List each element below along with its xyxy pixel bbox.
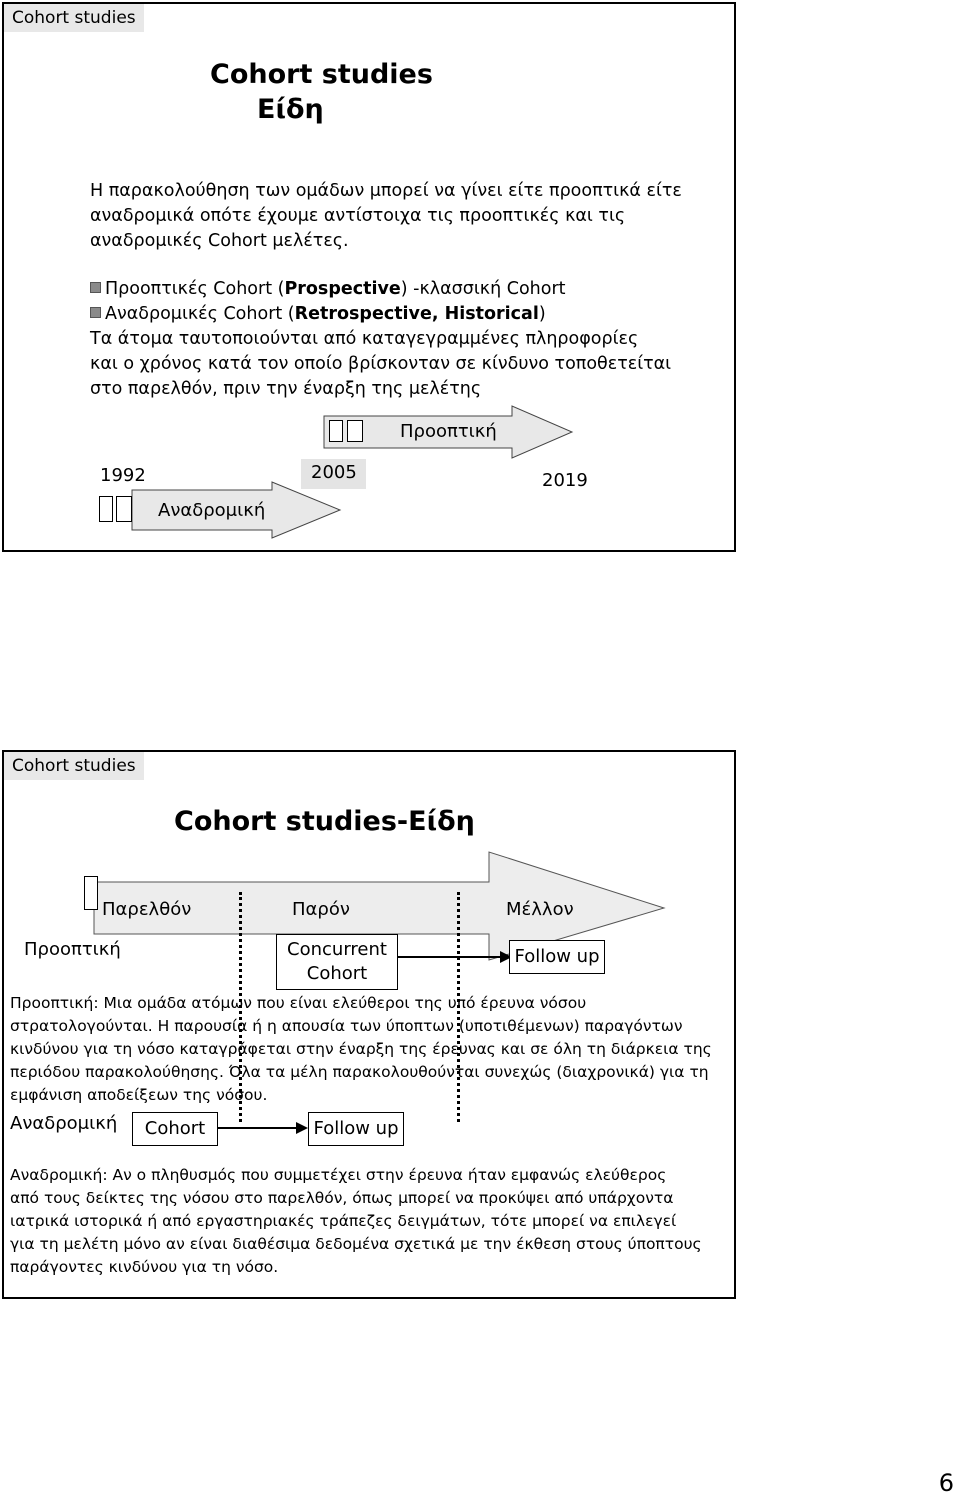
retrospective-row-label: Αναδρομική xyxy=(10,1113,118,1134)
retrospective-label: Αναδρομική xyxy=(158,500,266,521)
intro-line-3: αναδρομικές Cohort μελέτες. xyxy=(90,231,349,251)
slide-2-title: Cohort studies-Είδη xyxy=(174,806,475,837)
slide-1-title-line-1: Cohort studies xyxy=(210,59,433,90)
year-2005: 2005 xyxy=(311,462,357,483)
timeline-present: Παρόν xyxy=(292,899,350,920)
retrospective-cohort-box: Cohort xyxy=(132,1112,218,1146)
slide-1-title-line-2: Είδη xyxy=(257,94,324,125)
prospective-arrow-line xyxy=(398,947,518,967)
retrospective-desc-line-4: για τη μελέτη μόνο αν είναι διαθέσιμα δεδομένα σχετικά με την έκθεση στους ύποπτους xyxy=(10,1235,702,1253)
slide-2-tag: Cohort studies xyxy=(4,752,144,780)
year-1992: 1992 xyxy=(100,465,146,486)
retrospective-arrow-line xyxy=(218,1118,318,1138)
marker-box xyxy=(99,496,113,522)
marker-box xyxy=(329,420,343,442)
bullet-prospective-pre: Προοπτικές Cohort ( xyxy=(105,279,285,299)
concurrent-cohort-box xyxy=(276,934,398,990)
retrospective-desc-line-2: από τους δείκτες της νόσου στο παρελθόν, όπως μπορεί να προκύψει από υπάρχοντα xyxy=(10,1189,674,1207)
bullet-retrospective xyxy=(90,302,546,327)
prospective-row-label: Προοπτική xyxy=(24,939,121,960)
retrospective-desc-line-5: παράγοντες κινδύνου για τη νόσο. xyxy=(10,1258,279,1276)
bullet-retrospective-bold: Retrospective, Historical xyxy=(294,304,539,324)
concurrent-line-1: Concurrent xyxy=(287,939,387,960)
prospective-desc-line-1: Προοπτική: Μια ομάδα ατόμων που είναι ελεύθεροι της υπό έρευνα νόσου xyxy=(10,994,587,1012)
prospective-follow-up-box: Follow up xyxy=(509,940,605,974)
bullet-square-icon xyxy=(90,282,101,293)
slide-2 xyxy=(2,750,736,1299)
retrospective-desc-line-3: ιατρικά ιστορικά ή από εργαστηριακές τράπεζες δειγμάτων, τότε μπορεί να επιλεγεί xyxy=(10,1212,677,1230)
intro-line-1: Η παρακολούθηση των ομάδων μπορεί να γίνει είτε προοπτικά είτε xyxy=(90,181,682,201)
year-2019: 2019 xyxy=(542,470,588,491)
body-line-1: Τα άτομα ταυτοποιούνται από καταγεγραμμένες πληροφορίες xyxy=(90,329,639,349)
bullet-prospective xyxy=(90,277,566,302)
marker-box xyxy=(347,420,363,442)
marker-box xyxy=(84,876,98,910)
bullet-square-icon xyxy=(90,307,101,318)
intro-line-2: αναδρομικά οπότε έχουμε αντίστοιχα τις προοπτικές και τις xyxy=(90,206,626,226)
timeline-future: Μέλλον xyxy=(506,899,574,920)
bullet-retrospective-pre: Αναδρομικές Cohort ( xyxy=(105,304,295,324)
concurrent-line-2: Cohort xyxy=(306,963,368,984)
prospective-desc-line-2: στρατολογούνται. Η παρουσία ή η απουσία των ύποπτων (υποτιθέμενων) παραγόντων xyxy=(10,1017,683,1035)
retrospective-desc-line-1: Αναδρομική: Αν ο πληθυσμός που συμμετέχει στην έρευνα ήταν εμφανώς ελεύθερος xyxy=(10,1166,667,1184)
page-number: 6 xyxy=(938,1469,954,1497)
prospective-desc-line-3: κινδύνου για τη νόσο καταγράφεται στην έναρξη της έρευνας και σε όλη τη διάρκεια της xyxy=(10,1040,712,1058)
slide-1-tag: Cohort studies xyxy=(4,4,144,32)
prospective-label: Προοπτική xyxy=(400,421,497,442)
slide-1 xyxy=(2,2,736,552)
marker-box xyxy=(116,496,132,522)
timeline-past: Παρελθόν xyxy=(102,899,192,920)
bullet-prospective-post: ) -κλασσική Cohort xyxy=(400,279,566,299)
body-line-3: στο παρελθόν, πριν την έναρξη της μελέτης xyxy=(90,379,482,399)
prospective-desc-line-4: περιόδου παρακολούθησης. Όλα τα μέλη παρακολουθούνται συνεχώς (διαχρονικά) για τη xyxy=(10,1063,709,1081)
prospective-desc-line-5: εμφάνιση αποδείξεων της νόσου. xyxy=(10,1086,268,1104)
bullet-prospective-bold: Prospective xyxy=(284,279,401,299)
body-line-2: και ο χρόνος κατά τον οποίο βρίσκονταν σε κίνδυνο τοποθετείται xyxy=(90,354,672,374)
bullet-retrospective-post: ) xyxy=(538,304,546,324)
retrospective-follow-up-box: Follow up xyxy=(308,1112,404,1146)
